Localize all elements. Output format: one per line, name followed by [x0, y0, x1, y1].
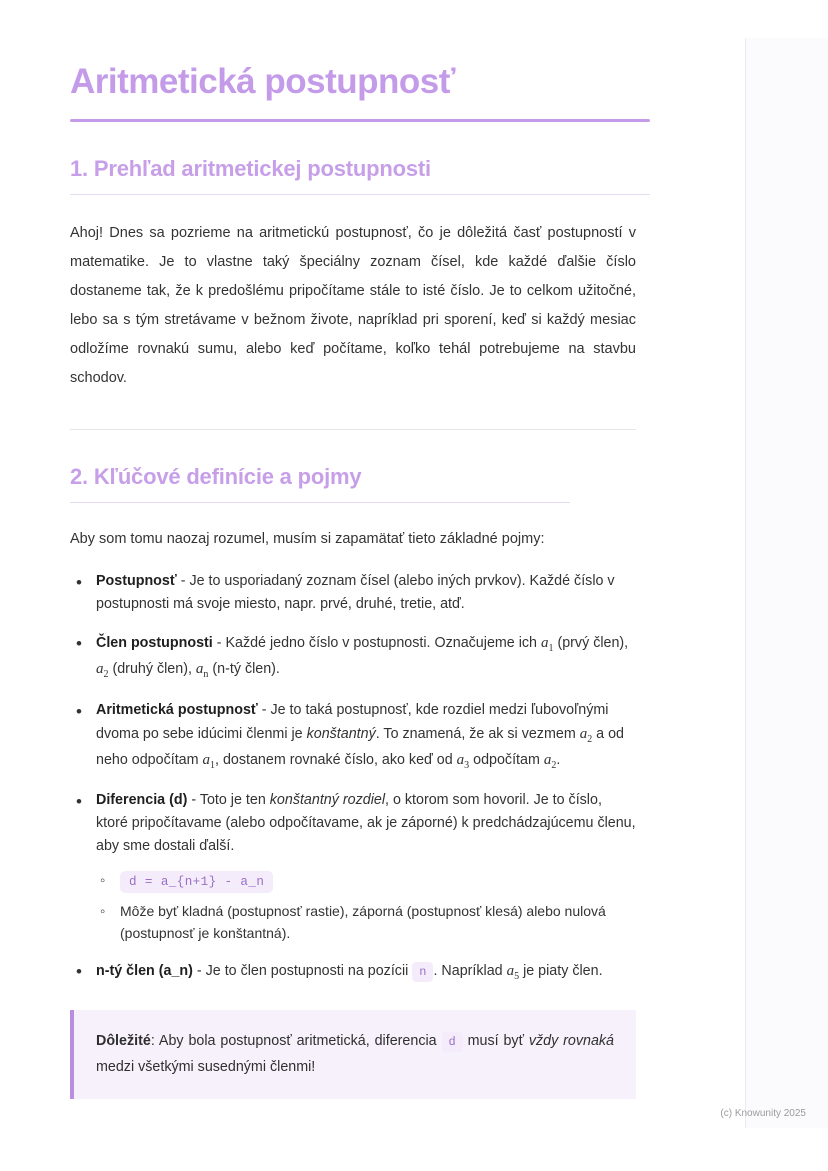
term-text: Každé jedno číslo v postupnosti. Označujeme ich: [225, 635, 541, 652]
term-text: Toto je ten: [199, 792, 270, 809]
math-variable: $a_2$: [543, 751, 557, 771]
math-variable: $a_1$: [202, 751, 216, 771]
math-variable: $a_3$: [456, 751, 470, 771]
term-label: n-tý člen (a_n): [96, 963, 193, 980]
section-2-divider: [70, 502, 570, 503]
footer-credit: (c) Knowunity 2025: [720, 1108, 806, 1119]
list-item: [70, 570, 636, 616]
term-text: je piaty člen.: [519, 963, 603, 980]
term-dash: -: [187, 792, 200, 809]
term-text: (prvý člen),: [553, 635, 629, 652]
callout-text: musí byť: [462, 1032, 529, 1049]
term-text: Je to usporiadaný zoznam čísel (alebo iných prvkov). Každé číslo v postupnosti má svoje miesto, napr. prvé, druhé, tretie, atď.: [96, 572, 615, 612]
term-label: Diferencia (d): [96, 792, 188, 809]
section-separator: [70, 429, 636, 430]
list-item: [70, 631, 636, 683]
math-variable: $a_2$: [579, 725, 593, 745]
section-1-heading: 1. Prehľad aritmetickej postupnosti: [70, 156, 431, 182]
section-overview: [70, 156, 636, 393]
section-2-lead: Aby som tomu naozaj rozumel, musím si zapamätať tieto základné pojmy:: [70, 531, 545, 548]
term-text: Je to člen postupnosti na pozícii: [205, 963, 413, 980]
callout-emphasis: vždy rovnaká: [528, 1032, 615, 1049]
term-text: , dostanem rovnaké číslo, ako keď od: [215, 751, 457, 768]
code-chip-d: d: [442, 1032, 463, 1052]
title-divider: [70, 119, 650, 122]
term-text: Je to taká postupnosť, kde rozdiel medzi ľubovoľnými dvoma po sebe idúcimi členmi je: [96, 701, 609, 742]
sub-list-item: ◦ Môže byť kladná (postupnosť rastie), záporná (postupnosť klesá) alebo nulová (postupnosť je konštantná).: [96, 900, 636, 945]
term-text: . To znamená, že ak si vezmem: [375, 725, 580, 742]
term-text: odpočítam: [469, 751, 544, 768]
formula-code: d = a_{n+1} - a_n: [120, 871, 273, 893]
section-2-heading: 2. Kľúčové definície a pojmy: [70, 464, 362, 490]
document-content: [70, 62, 636, 1099]
code-chip-n: n: [412, 962, 433, 982]
section-definitions: [70, 464, 636, 1098]
term-text: (n-tý člen).: [208, 661, 280, 678]
section-1-paragraph: Ahoj! Dnes sa pozrieme na aritmetickú postupnosť, čo je dôležitá časť postupností v matematike. Je to vlastne taký špeciálny zoznam čísel, kde každé ďalšie číslo dostaneme tak, že k predošlému pripočítame stále to isté číslo. Je to celkom užitočné, lebo sa s tým stretávame v bežnom živote, napríklad pri sporení, keď si každý mesiac odložíme rovnakú sumu, alebo keď počítame, koľko tehál potrebujeme na stavbu schodov.: [70, 225, 636, 387]
math-variable: $a_2$: [96, 661, 109, 681]
emphasis-text: konštantný: [306, 725, 376, 742]
term-label: Postupnosť: [96, 572, 177, 589]
term-text: . Napríklad: [433, 963, 507, 980]
term-text: a od neho odpočítam: [96, 725, 625, 768]
list-item: [70, 959, 636, 985]
callout-label: Dôležité: [96, 1032, 151, 1049]
callout-text: : Aby bola postupnosť aritmetická, diferencia: [150, 1032, 442, 1049]
callout-text: medzi všetkými susednými členmi!: [96, 1059, 316, 1076]
sub-list-item: [96, 869, 636, 892]
term-label: Aritmetická postupnosť: [96, 701, 258, 718]
term-text: .: [556, 751, 561, 768]
math-variable: $a_1$: [540, 635, 554, 655]
term-text: (druhý člen),: [108, 661, 196, 678]
term-dash: -: [176, 572, 190, 589]
math-variable: $a_n$: [195, 661, 209, 681]
important-callout: [70, 1010, 636, 1099]
term-text: , o ktorom som hovoril. Je to číslo, ktoré pripočítavame (alebo odpočítavame, ak je záporné) k predchádzajúcemu členu, aby sme dostali ďalší.: [96, 792, 636, 855]
term-dash: -: [192, 963, 206, 980]
section-1-divider: [70, 194, 650, 195]
page-title: Aritmetická postupnosť: [70, 62, 455, 101]
emphasis-text: konštantný rozdiel: [269, 792, 385, 809]
term-dash: -: [212, 635, 226, 652]
math-variable: $a_5$: [506, 963, 520, 983]
term-label: Člen postupnosti: [96, 635, 213, 652]
sub-list: [96, 869, 636, 945]
list-item: [70, 789, 636, 944]
definition-list: [70, 570, 636, 986]
page-right-margin-strip: [745, 38, 828, 1128]
term-dash: -: [257, 701, 271, 718]
list-item: [70, 699, 636, 775]
